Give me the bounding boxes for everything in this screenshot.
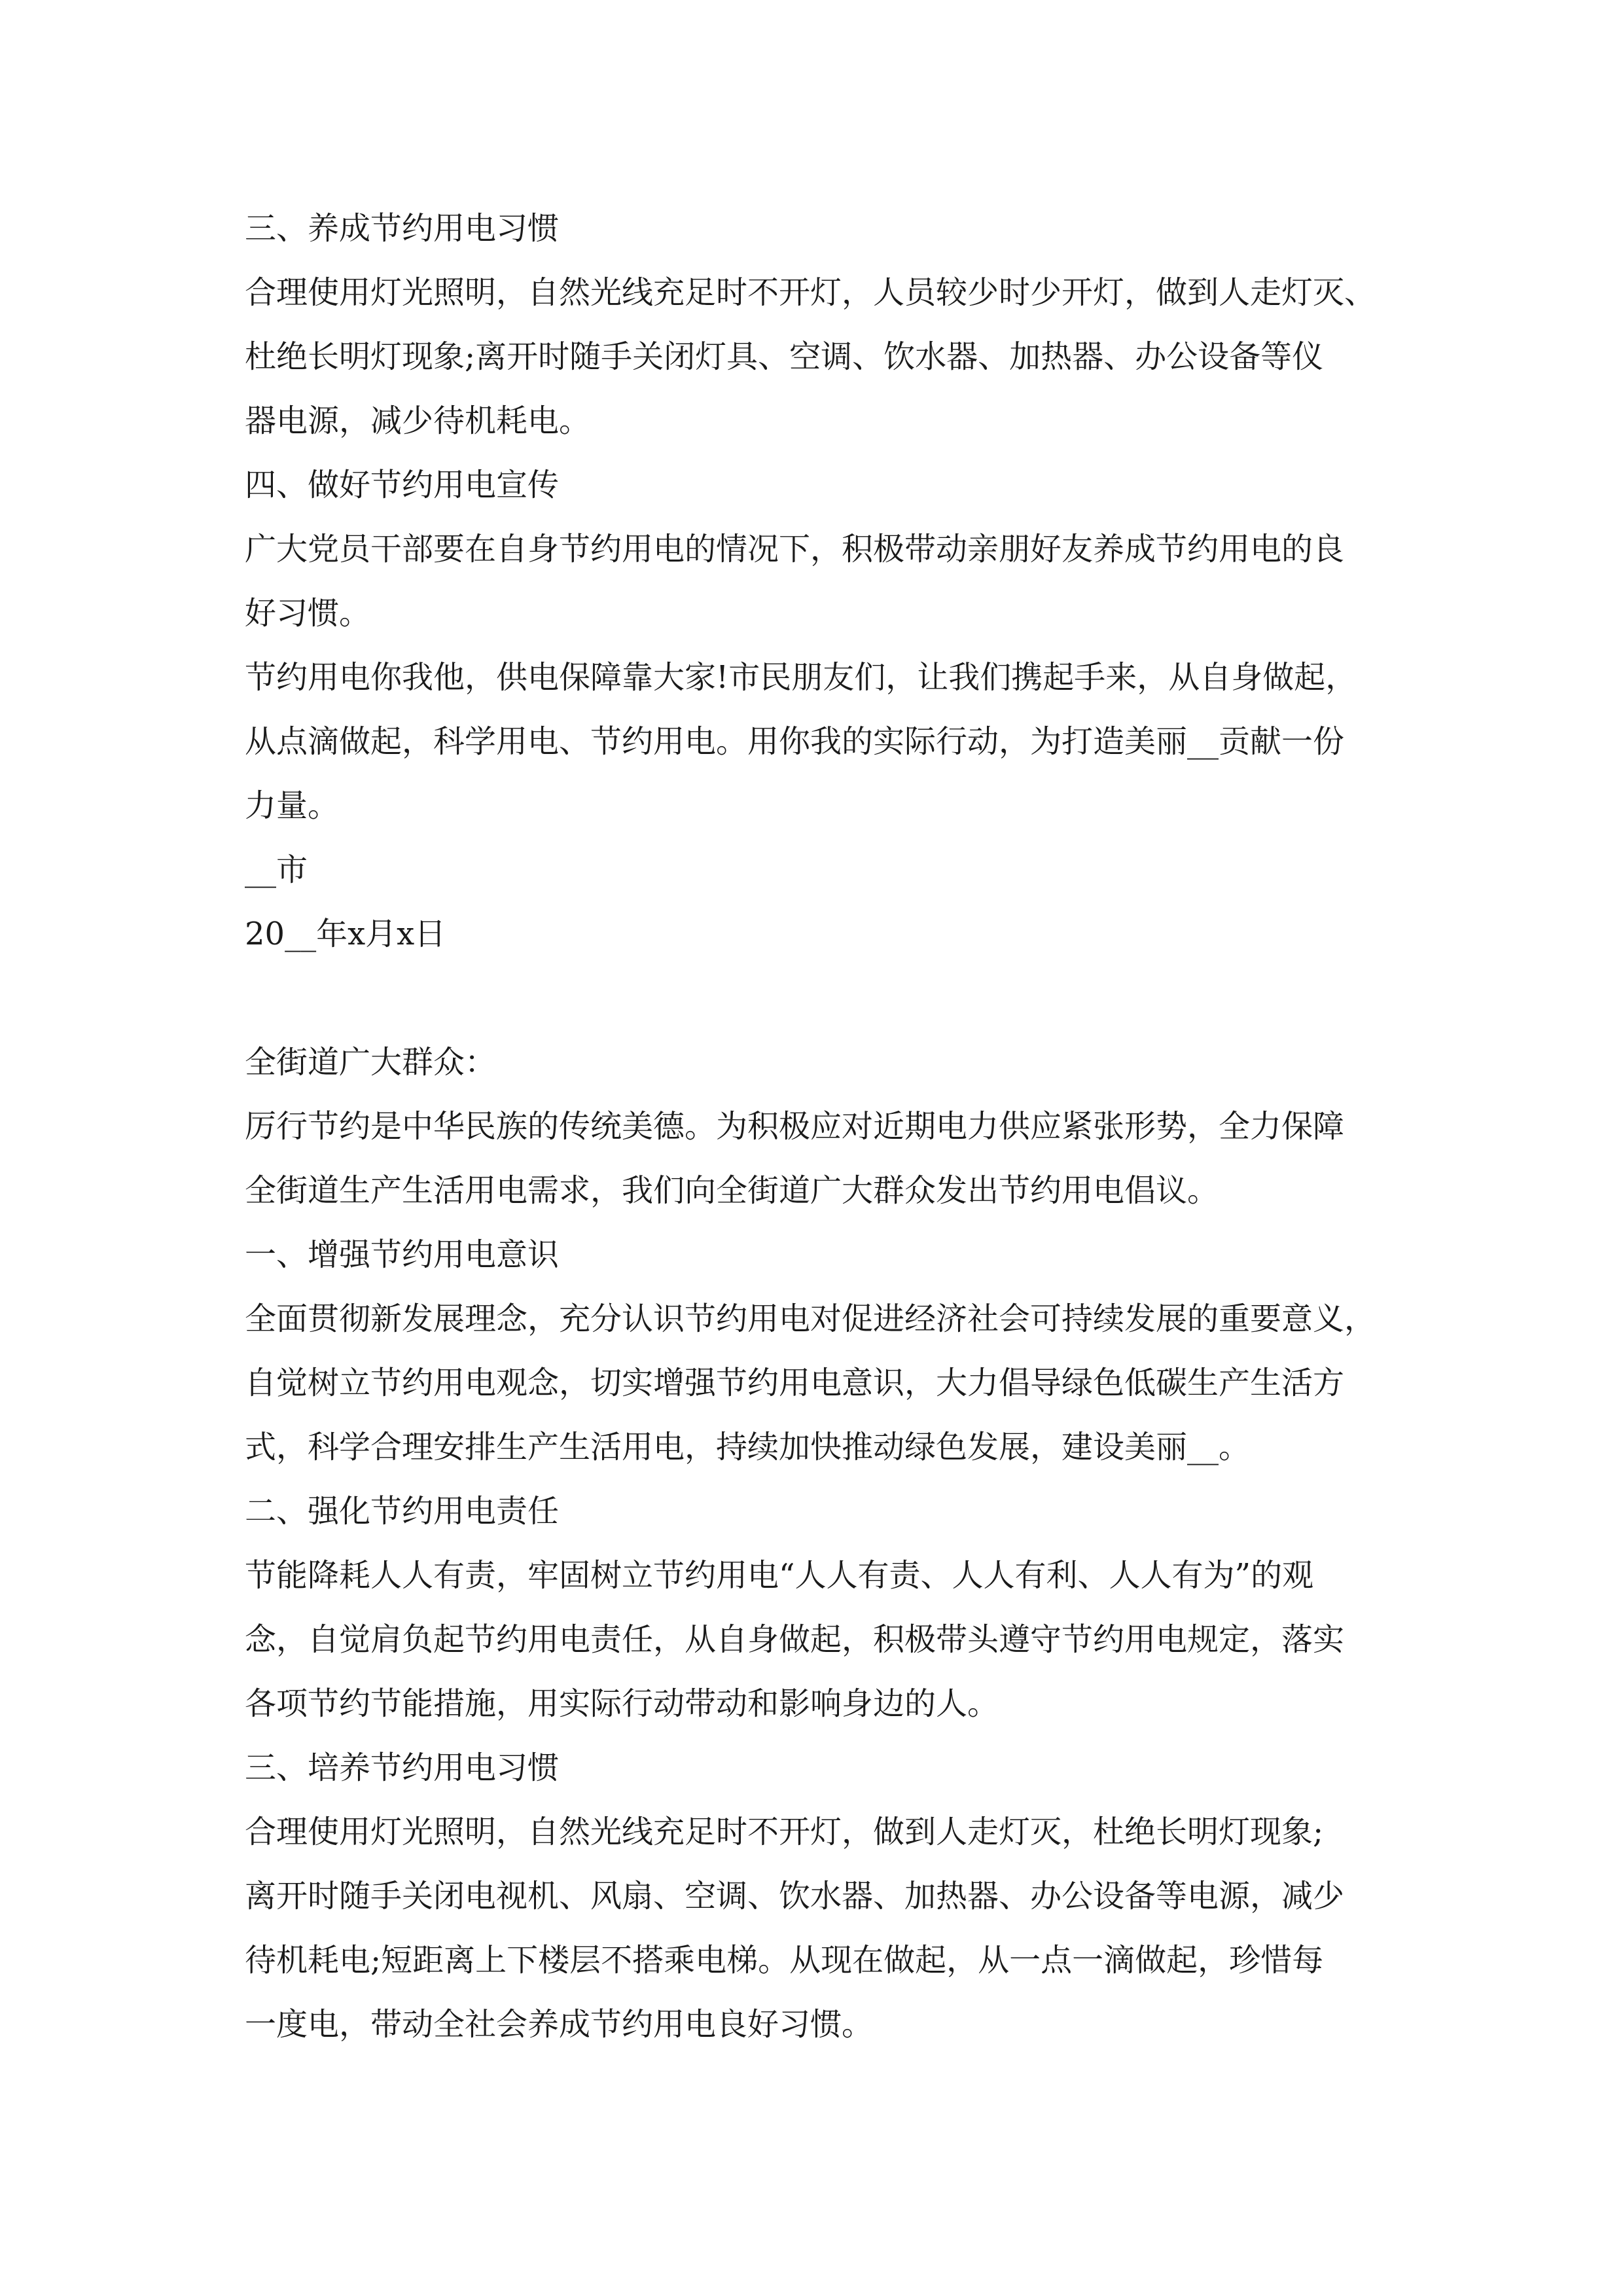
paragraph-line: 合理使用灯光照明，自然光线充足时不开灯，做到人走灯灭，杜绝长明灯现象; (245, 1814, 1324, 1850)
section-heading: 四、做好节约用电宣传 (245, 467, 560, 503)
paragraph-line: 念，自觉肩负起节约用电责任，从自身做起，积极带头遵守节约用电规定，落实 (245, 1621, 1345, 1658)
section-heading: 三、培养节约用电习惯 (245, 1749, 560, 1786)
paragraph-line: 从点滴做起，科学用电、节约用电。用你我的实际行动，为打造美丽__贡献一份 (245, 723, 1345, 760)
paragraph-line: 离开时随手关闭电视机、风扇、空调、饮水器、加热器、办公设备等电源，减少 (245, 1878, 1345, 1914)
paragraph-line: 好习惯。 (245, 595, 371, 632)
paragraph-line: 器电源，减少待机耗电。 (245, 403, 591, 439)
section-heading: 三、养成节约用电习惯 (245, 210, 560, 247)
paragraph-line: 合理使用灯光照明，自然光线充足时不开灯，人员较少时少开灯，做到人走灯灭、 (245, 274, 1376, 311)
document-body (245, 196, 1423, 2056)
paragraph-line: 各项节约节能措施，用实际行动带动和影响身边的人。 (245, 1685, 999, 1722)
section-heading: 二、强化节约用电责任 (245, 1493, 560, 1530)
paragraph-line: 力量。 (245, 787, 340, 824)
section-heading: 一、增强节约用电意识 (245, 1236, 560, 1273)
signature: __市 (245, 852, 308, 888)
salutation: 全街道广大群众： (245, 1044, 497, 1081)
date: 20__年x月x日 (245, 916, 446, 952)
paragraph-line: 全街道生产生活用电需求，我们向全街道广大群众发出节约用电倡议。 (245, 1172, 1219, 1209)
paragraph-line: 节约用电你我他，供电保障靠大家!市民朋友们，让我们携起手来，从自身做起， (245, 659, 1357, 696)
paragraph-line: 广大党员干部要在自身节约用电的情况下，积极带动亲朋好友养成节约用电的良 (245, 531, 1345, 567)
paragraph-line: 式，科学合理安排生产生活用电，持续加快推动绿色发展，建设美丽__。 (245, 1429, 1251, 1465)
paragraph-line: 节能降耗人人有责，牢固树立节约用电“人人有责、人人有利、人人有为”的观 (245, 1557, 1314, 1594)
paragraph-line: 厉行节约是中华民族的传统美德。为积极应对近期电力供应紧张形势，全力保障 (245, 1108, 1345, 1145)
paragraph-line: 全面贯彻新发展理念，充分认识节约用电对促进经济社会可持续发展的重要意义， (245, 1300, 1376, 1337)
paragraph-line: 一度电，带动全社会养成节约用电良好习惯。 (245, 2006, 874, 2043)
paragraph-line: 待机耗电;短距离上下楼层不搭乘电梯。从现在做起，从一点一滴做起，珍惜每 (245, 1942, 1324, 1979)
paragraph-line: 杜绝长明灯现象;离开时随手关闭灯具、空调、饮水器、加热器、办公设备等仪 (245, 338, 1324, 375)
spacer (245, 966, 1423, 1030)
paragraph-line: 自觉树立节约用电观念，切实增强节约用电意识，大力倡导绿色低碳生产生活方 (245, 1365, 1345, 1401)
